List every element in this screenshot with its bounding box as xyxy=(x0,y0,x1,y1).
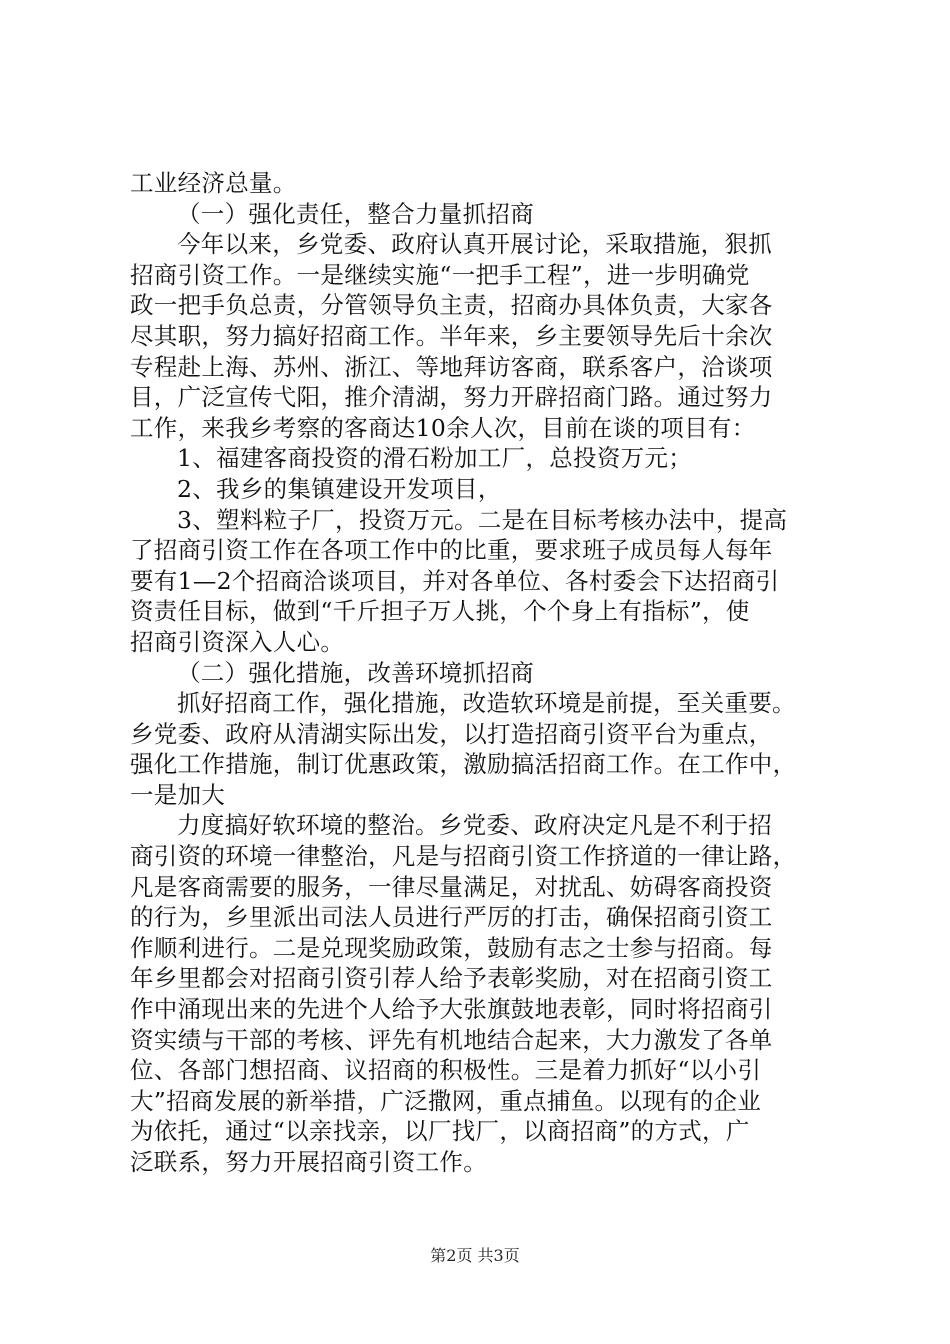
text-line: 的行为，乡里派出司法人员进行严厉的打击，确保招商引资工 xyxy=(130,903,773,932)
text-line: 商引资的环境一律整治，凡是与招商引资工作挤道的一律让路， xyxy=(130,842,797,871)
list-item: 1、福建客商投资的滑石粉加工厂，总投资万元； xyxy=(177,444,693,473)
text-line: 政一把手负总责，分管领导负主责，招商办具体负责，大家各 xyxy=(130,291,773,320)
text-line: 招商引资深入人心。 xyxy=(130,627,345,656)
text-line: 乡党委、政府从清湖实际出发，以打造招商引资平台为重点， xyxy=(130,719,773,748)
section-heading-2: （二）强化措施，改善环境抓招商 xyxy=(177,658,534,687)
text-line: 要有1—2个招商洽谈项目，并对各单位、各村委会下达招商引 xyxy=(130,566,780,595)
list-item: 2、我乡的集镇建设开发项目， xyxy=(177,474,502,503)
text-line: 工业经济总量。 xyxy=(130,169,297,197)
text-line: 了招商引资工作在各项工作中的比重，要求班子成员每人每年 xyxy=(130,536,773,565)
text-line: 为依托，通过“以亲找亲，以厂找厂，以商招商”的方式，广 xyxy=(130,1117,750,1146)
text-line: 资责任目标，做到“千斤担子万人挑，个个身上有指标”，使 xyxy=(130,597,750,626)
text-line: 招商引资工作。一是继续实施“一把手工程”，进一步明确党 xyxy=(130,260,750,289)
text-line: 今年以来，乡党委、政府认真开展讨论，采取措施，狠抓 xyxy=(177,230,772,259)
text-line: 凡是客商需要的服务，一律尽量满足，对扰乱、妨碍客商投资 xyxy=(130,872,773,901)
text-line: 一是加大 xyxy=(130,780,226,809)
text-line: 资实绩与干部的考核、评先有机地结合起来，大力激发了各单 xyxy=(130,1025,773,1054)
text-line: 大”招商发展的新举措，广泛撒网，重点捕鱼。以现有的企业 xyxy=(130,1086,762,1115)
section-heading-1: （一）强化责任，整合力量抓招商 xyxy=(177,199,534,228)
list-item: 3、塑料粒子厂，投资万元。二是在目标考核办法中，提高 xyxy=(177,505,788,534)
text-line: 抓好招商工作，强化措施，改造软环境是前提，至关重要。 xyxy=(177,689,796,718)
text-line: 强化工作措施，制订优惠政策，激励搞活招商工作。在工作中， xyxy=(130,750,797,779)
document-body xyxy=(130,168,830,1178)
text-line: 年乡里都会对招商引资引荐人给予表彰奖励，对在招商引资工 xyxy=(130,964,773,993)
text-line: 力度搞好软环境的整治。乡党委、政府决定凡是不利于招 xyxy=(177,811,772,840)
text-line: 泛联系，努力开展招商引资工作。 xyxy=(130,1148,487,1176)
text-line: 位、各部门想招商、议招商的积极性。三是着力抓好“以小引 xyxy=(130,1056,762,1085)
text-line: 工作，来我乡考察的客商达10余人次，目前在谈的项目有： xyxy=(130,413,756,442)
text-line: 作顺利进行。二是兑现奖励政策，鼓励有志之士参与招商。每 xyxy=(130,933,773,962)
text-line: 作中涌现出来的先进个人给予大张旗鼓地表彰，同时将招商引 xyxy=(130,995,773,1024)
text-line: 目，广泛宣传弋阳，推介清湖，努力开辟招商门路。通过努力 xyxy=(130,383,773,412)
text-line: 尽其职，努力搞好招商工作。半年来，乡主要领导先后十余次 xyxy=(130,321,773,350)
text-line: 专程赴上海、苏州、浙江、等地拜访客商，联系客户，洽谈项 xyxy=(130,352,773,381)
page-footer: 第2页 共3页 xyxy=(430,1246,520,1265)
